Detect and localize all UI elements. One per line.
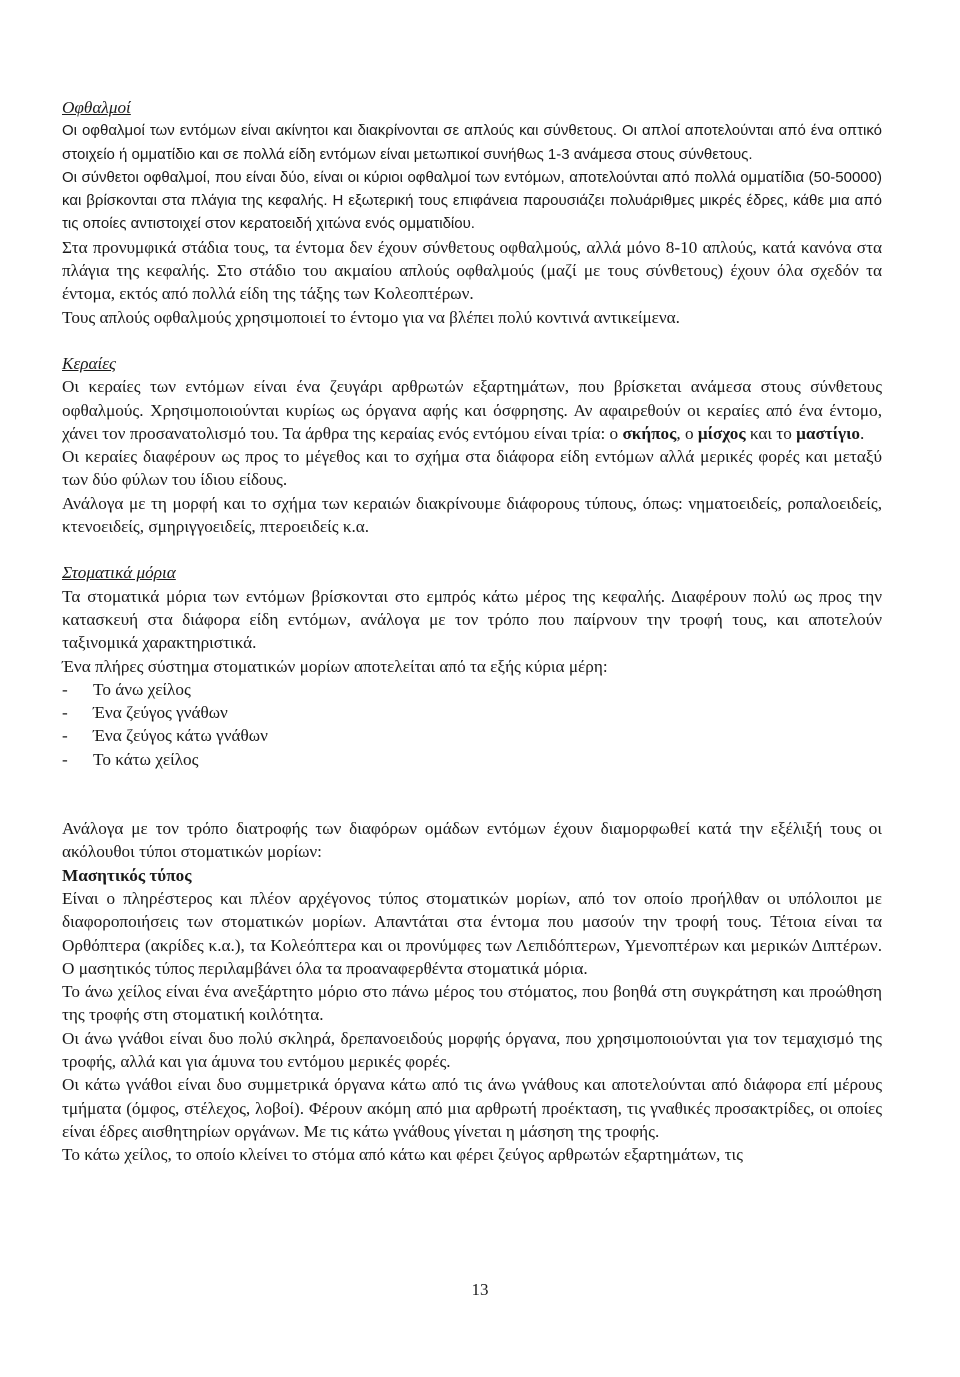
eyes-paragraph-3: Στα προνυμφικά στάδια τους, τα έντομα δεν έχουν σύνθετους οφθαλμούς, αλλά μόνο 8-10 απλούς, κατά κανόνα στα πλάγια της κεφαλής. Στο στάδιο του ακμαίου απλούς οφθαλμούς (μαζί με τους σύνθετους) έχουν όλα σχεδόν τα έντομα, εκτός από πολλά είδη της τάξης των Κολεοπτέρων. — [62, 237, 882, 304]
list-item: - Το κάτω χείλος — [62, 748, 882, 771]
eyes-paragraph-1: Οι οφθαλμοί των εντόμων είναι ακίνητοι και διακρίνονται σε απλούς και σύνθετους. Οι απλοί αποτελούνται από ένα οπτικό στοιχείο ή ομματίδιο και σε πολλά είδη εντόμων είναι μετωπικοί συνήθως 1-3 ανάμεσα στους σύνθετους. — [62, 122, 882, 163]
chewing-type-heading: Μασητικός τύπος — [62, 865, 192, 885]
term-scapus: σκήπος — [622, 423, 677, 443]
antennae-heading: Κεραίες — [62, 353, 117, 373]
list-item: - Ένα ζεύγος κάτω γνάθων — [62, 724, 882, 747]
list-item: - Ένα ζεύγος γνάθων — [62, 701, 882, 724]
term-flagellum: μαστίγιο — [796, 423, 861, 443]
mouthparts-paragraph-2: Ένα πλήρες σύστημα στοματικών μορίων αποτελείται από τα εξής κύρια μέρη: — [62, 656, 608, 676]
antennae-paragraph-3: Ανάλογα με τη μορφή και το σχήμα των κεραιών διακρίνουμε διάφορους τύπους, όπως: νηματοειδείς, ροπαλοειδείς, κτενοειδείς, σμηριγγοειδείς, πτεροειδείς κ.α. — [62, 493, 882, 537]
eyes-paragraph-2: Οι σύνθετοι οφθαλμοί, που είναι δύο, είναι οι κύριοι οφθαλμοί των εντόμων, αποτελούνται από πολλά ομματίδια (50-50000) και βρίσκονται στα πλάγια της κεφαλής. Η εξωτερική τους επιφάνεια παρουσιάζει πολυάριθμες μικρές έδρες, κάθε μια από τις οποίες αντιστοιχεί στον κερατοειδή χιτώνα ενός ομματιδίου. — [62, 168, 882, 233]
chewing-paragraph-2: Το άνω χείλος είναι ένα ανεξάρτητο μόριο στο πάνω μέρος του στόματος, που βοηθά στη συγκράτηση και προώθηση της τροφής στη στοματική κοιλότητα. — [62, 982, 882, 1025]
chewing-paragraph-3: Οι άνω γνάθοι είναι δυο πολύ σκληρά, δρεπανοειδούς μορφής όργανα, που χρησιμοποιούνται για τον τεμαχισμό της τροφής, αλλά και για άμυνα του εντόμου μερικές φορές. — [62, 1028, 882, 1071]
chewing-paragraph-1: Είναι ο πληρέστερος και πλέον αρχέγονος τύπος στοματικών μορίων, από τον οποίο προήλθαν οι υπόλοιποι με διαφοροποιήσεις των στοματικών μορίων. Απαντάται στα έντομα που μασούν την τροφή τους. Τέτοια είναι τα Ορθόπτερα (ακρίδες κ.α.), τα Κολεόπτερα και οι προνύμφες των Λεπιδόπτερων, Υμενοπτέρων και μερικών Διπτέρων. Ο μασητικός τύπος περιλαμβάνει όλα τα προαναφερθέντα στοματικά μόρια. — [62, 888, 882, 978]
separator-1: , ο — [676, 423, 698, 443]
eyes-heading: Οφθαλμοί — [62, 98, 131, 117]
antennae-paragraph-2: Οι κεραίες διαφέρουν ως προς το μέγεθος και το σχήμα στα διάφορα είδη εντόμων αλλά μερικές φορές και μεταξύ των δύο φύλων του ίδιου είδους. — [62, 447, 882, 490]
sentence-end: . — [860, 423, 865, 443]
chewing-paragraph-5: Το κάτω χείλος, το οποίο κλείνει το στόμα από κάτω και φέρει ζεύγος αρθρωτών εξαρτημάτων, τις — [62, 1145, 743, 1165]
mouthparts-paragraph-1: Τα στοματικά μόρια των εντόμων βρίσκονται στο εμπρός κάτω μέρος της κεφαλής. Διαφέρουν πολύ ως προς την κατασκευή στα διάφορα είδη εντόμων, ανάλογα με τον τρόπο που παίρνουν την τροφή τους, και αποτελούν ταξινομικά χαρακτηριστικά. — [62, 586, 882, 653]
antennae-text: Οι κεραίες των εντόμων είναι ένα ζευγάρι αρθρωτών εξαρτημάτων, που βρίσκεται ανάμεσα στους σύνθετους οφθαλμούς. Χρησιμοποιούνται κυρίως ως όργανα αφής και όσφρησης. Αν αφαιρεθούν οι κεραίες από ένα έντομο, χάνει τον προσανατολισμό του. Τα άρθρα της κεραίας ενός εντόμου είναι τρία: ο — [62, 377, 882, 443]
mouthparts-heading: Στοματικά μόρια — [62, 563, 176, 583]
separator-2: και το — [745, 423, 797, 443]
antennae-paragraph-1 — [62, 375, 882, 445]
term-pedicel: μίσχος — [697, 423, 746, 443]
eyes-paragraph-4: Τους απλούς οφθαλμούς χρησιμοποιεί το έντομο για να βλέπει πολύ κοντινά αντικείμενα. — [62, 307, 680, 327]
list-item: - Το άνω χείλος — [62, 678, 882, 701]
chewing-paragraph-4: Οι κάτω γνάθοι είναι δυο συμμετρικά όργανα κάτω από τις άνω γνάθους και αποτελούνται από διάφορα επί μέρους τμήματα (όμφος, στέλεχος, λοβοί). Φέρουν ακόμη από μια αρθρωτή προέκταση, τις γναθικές προσακτρίδες, οι οποίες είναι έδρες αισθητηρίων οργάνων. Με τις κάτω γνάθους γίνεται η μάσηση της τροφής. — [62, 1075, 882, 1141]
document-page — [62, 96, 882, 1166]
mouthparts-paragraph-3: Ανάλογα με τον τρόπο διατροφής των διαφόρων ομάδων εντόμων έχουν διαμορφωθεί κατά την εξέλιξή τους οι ακόλουθοι τύποι στοματικών μορίων: — [62, 819, 882, 862]
mouthparts-list — [62, 678, 882, 771]
page-number: 13 — [471, 1280, 489, 1299]
